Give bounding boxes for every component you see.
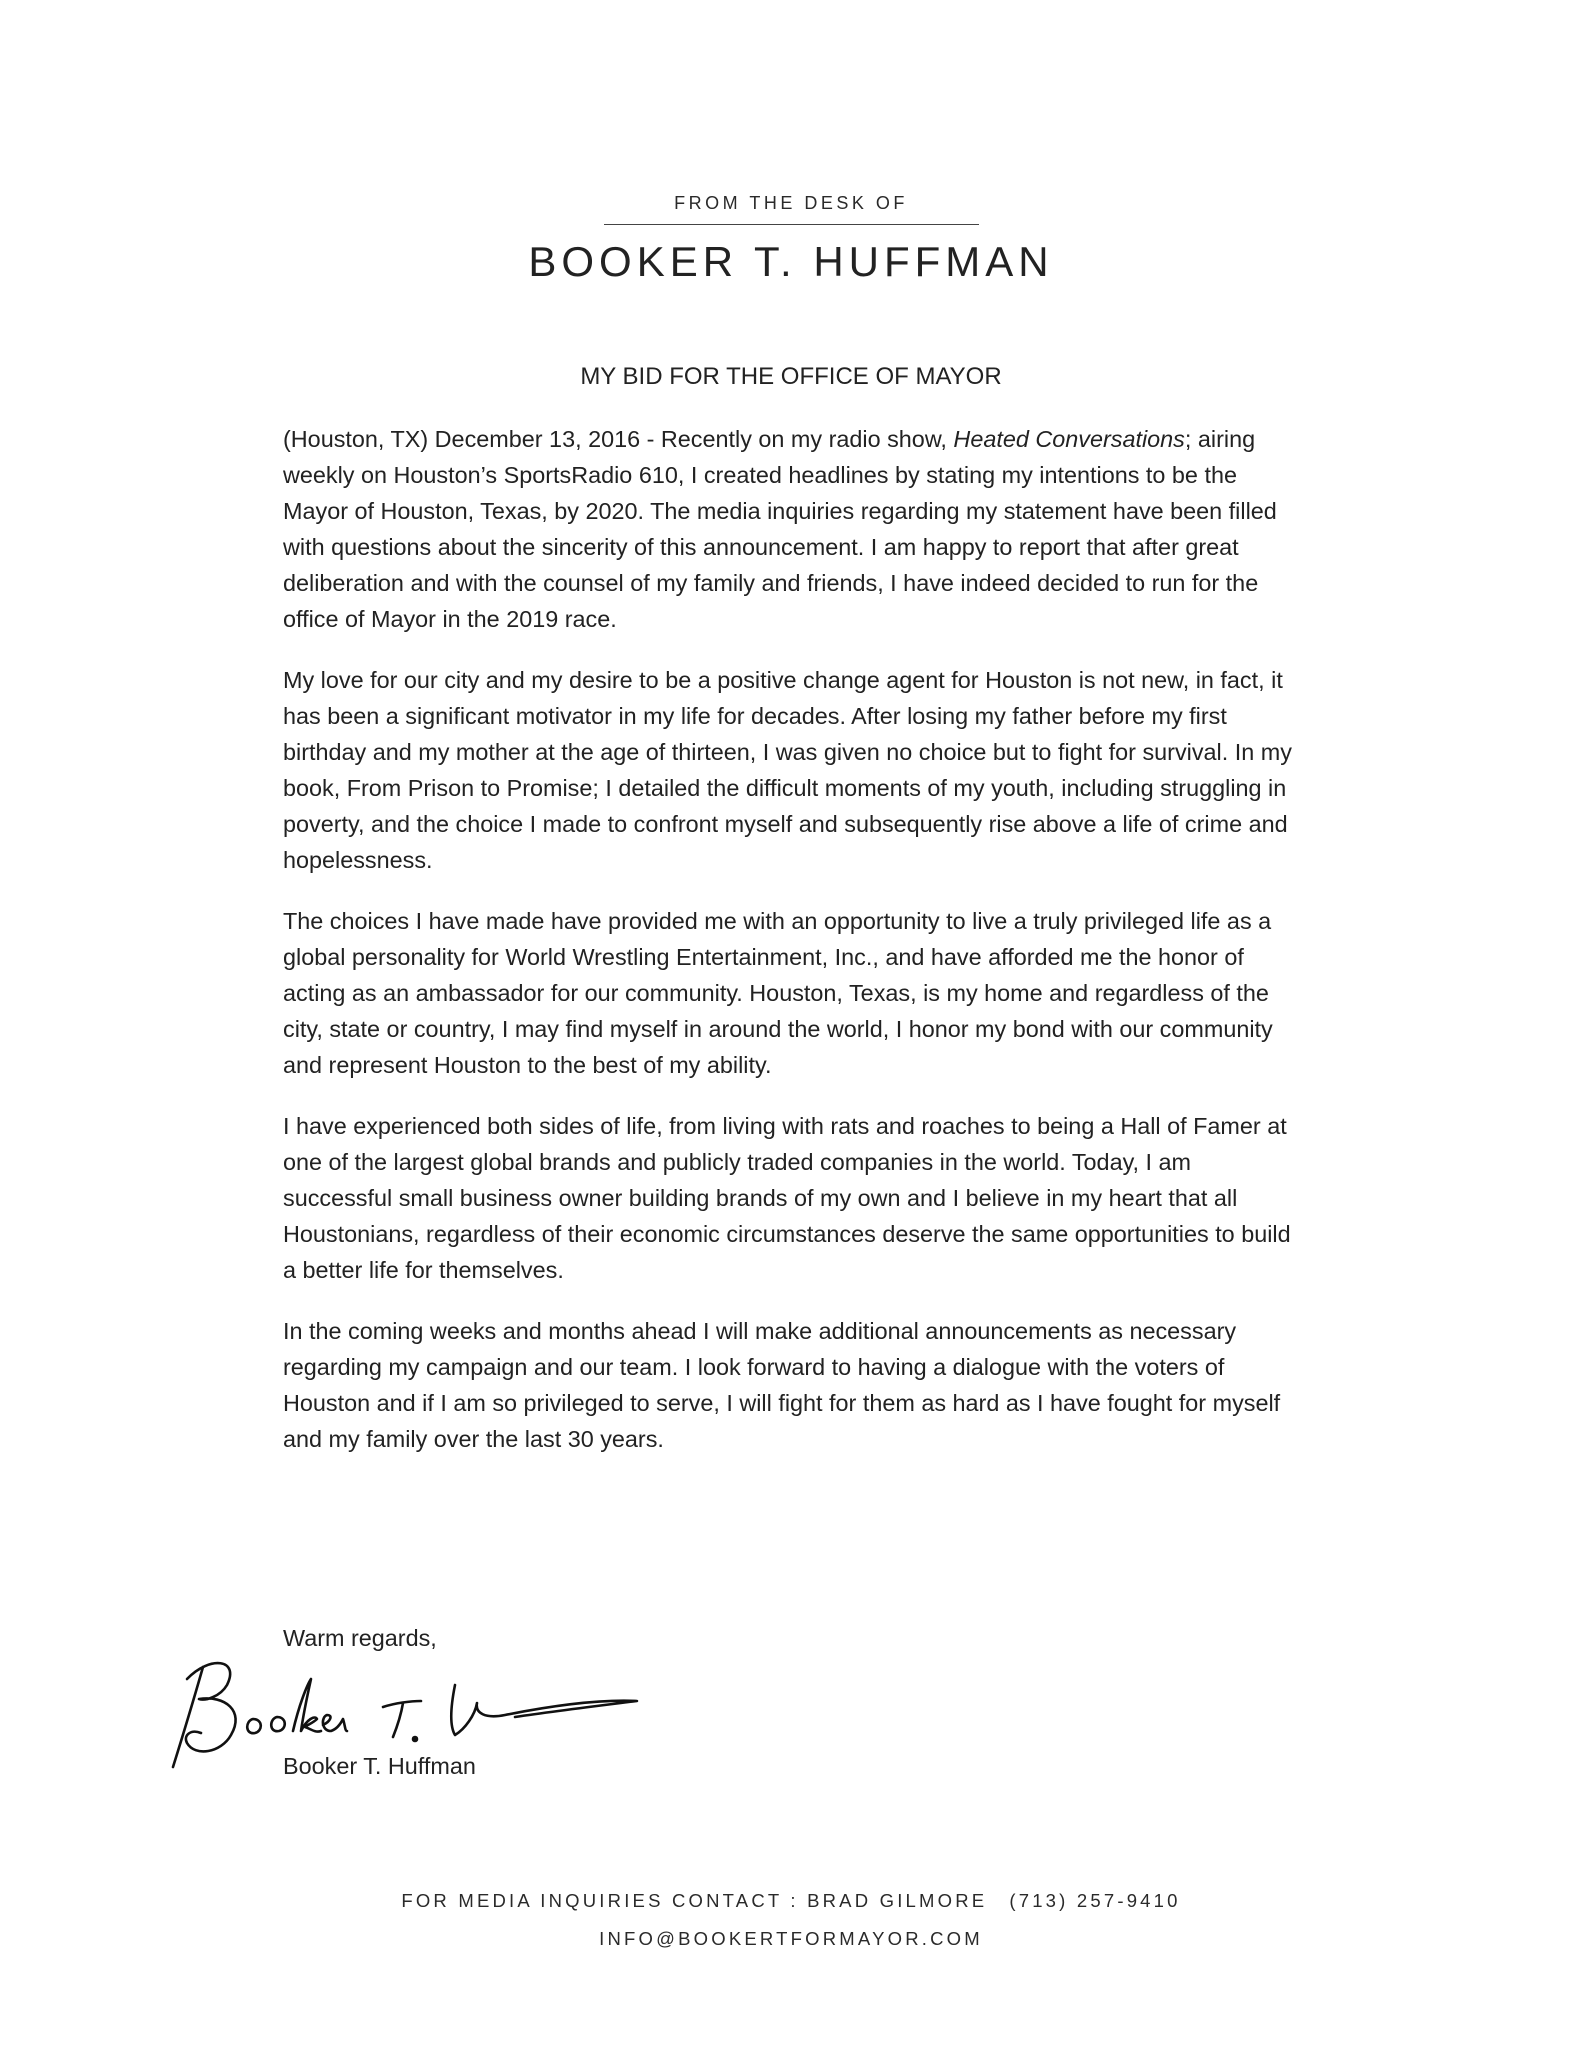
paragraph-2: My love for our city and my desire to be a positive change agent for Houston is not new, in fact, it has been a significant motivator in my life for decades. After losing my father before my first birthday and my mother at the age of thirteen, I was given no choice but to fight for survival. In my book, From Prison to Promise; I detailed the difficult moments of my youth, including struggling in poverty, and the choice I made to confront myself and subsequently rise above a life of crime and hopelessness.	[283, 667, 1292, 873]
signer-name: Booker T. Huffman	[283, 1753, 476, 1779]
salutation: Warm regards,	[283, 1625, 437, 1651]
paragraph-3: The choices I have made have provided me with an opportunity to live a truly privileged life as a global personality for World Wrestling Entertainment, Inc., and have afforded me the honor of acting as an ambassador for our community. Houston, Texas, is my home and regardless of the city, state or country, I may find myself in around the world, I honor my bond with our community and represent Houston to the best of my ability.	[283, 908, 1273, 1078]
show-name: Heated Conversations	[953, 426, 1185, 452]
letterhead-divider	[604, 224, 979, 225]
letterhead	[0, 190, 1582, 287]
paragraph-4: I have experienced both sides of life, from living with rats and roaches to being a Hall of Famer at one of the largest global brands and publicly traded companies in the world. Today, I am successful small business owner building brands of my own and I believe in my heart that all Houstonians, regardless of their economic circumstances deserve the same opportunities to build a better life for themselves.	[283, 1113, 1291, 1283]
document-title: MY BID FOR THE OFFICE OF MAYOR	[580, 363, 1002, 390]
letterhead-name: BOOKER T. HUFFMAN	[528, 238, 1054, 285]
paragraph-1-prefix: (Houston, TX) December 13, 2016 - Recently on my radio show,	[283, 426, 954, 452]
paragraph-1-suffix: ; airing weekly on Houston’s SportsRadio 610, I created headlines by stating my intentions to be the Mayor of Houston, Texas, by 2020. The media inquiries regarding my statement have been filled with questions about the sincerity of this announcement. I am happy to report that after great deliberation and with the counsel of my family and friends, I have indeed decided to run for the office of Mayor in the 2019 race.	[283, 426, 1277, 632]
contact-phone: (713) 257-9410	[1009, 1890, 1181, 1911]
letter-body	[283, 421, 1303, 1482]
paragraph-5: In the coming weeks and months ahead I will make additional announcements as necessary regarding my campaign and our team. I look forward to having a dialogue with the voters of Houston and if I am so privileged to serve, I will fight for them as hard as I have fought for myself and my family over the last 30 years.	[283, 1318, 1281, 1452]
media-contact-label: FOR MEDIA INQUIRIES CONTACT : BRAD GILMORE	[401, 1890, 988, 1911]
contact-email: INFO@BOOKERTFORMAYOR.COM	[599, 1928, 983, 1949]
paragraph-1	[283, 421, 1303, 637]
desk-label: FROM THE DESK OF	[674, 193, 908, 213]
media-contact-line	[0, 1888, 1582, 1914]
footer	[0, 1888, 1582, 1964]
